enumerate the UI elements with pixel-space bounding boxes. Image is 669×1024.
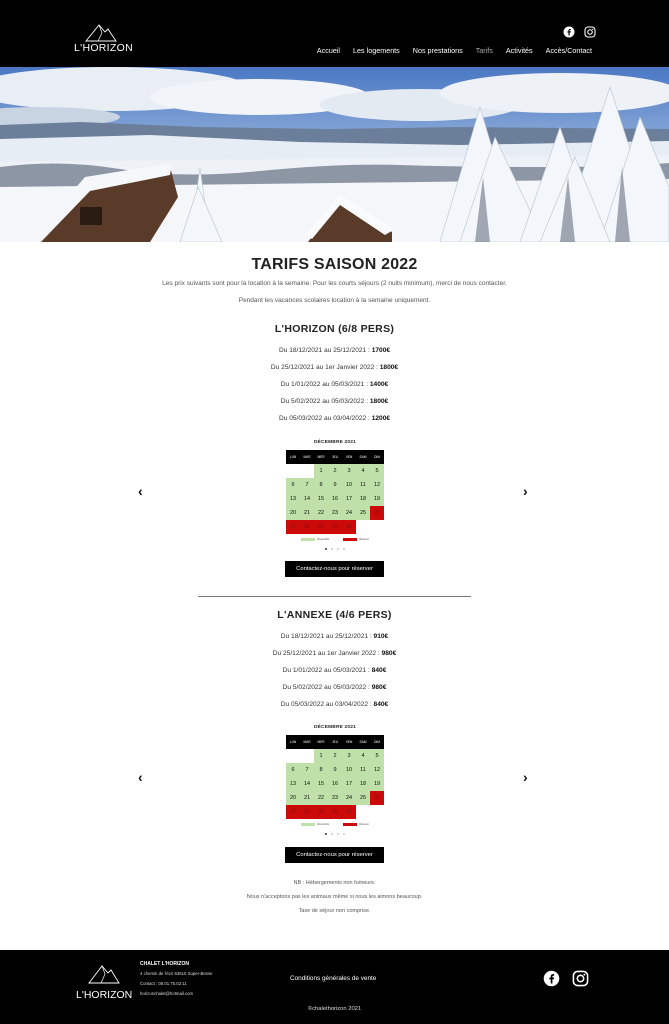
intro-weekly: Pendant les vacances scolaires location à la semaine uniquement. [238, 297, 431, 304]
contact-reserve-button[interactable]: Contactez-nous pour réserver [285, 561, 384, 577]
cgv-link[interactable]: Conditions générales de vente [290, 975, 377, 982]
legend-available: Disponible [317, 823, 330, 826]
footer-address: 4 chemin de l'écir 63610 Super-Besse [140, 971, 213, 976]
mountain-logo-icon [87, 962, 121, 984]
calendar-day[interactable]: 25 [356, 791, 370, 805]
calendar-day[interactable]: 19 [370, 492, 384, 506]
calendar-day[interactable]: 7 [300, 478, 314, 492]
carousel-dot[interactable] [325, 548, 327, 550]
calendar-day[interactable]: 13 [286, 777, 300, 791]
footer-email[interactable]: horizonchalet@hotmail.com [140, 991, 194, 996]
price-line: Du 25/12/2021 au 1er Janvier 2022 : 1800€ [270, 364, 399, 371]
copyright: ©chalethorizon 2021 [307, 1006, 362, 1012]
nav-activites[interactable]: Activités [505, 46, 533, 55]
site-footer [0, 950, 669, 1024]
calendar-days [286, 464, 384, 534]
calendar-day[interactable]: 15 [314, 492, 328, 506]
weekday: DIM [374, 740, 380, 744]
main-nav [304, 46, 592, 55]
footer-logo-text: L'HORIZON [76, 989, 133, 1001]
calendar-day[interactable]: 1 [314, 464, 328, 478]
calendar-legend [286, 822, 384, 827]
facebook-icon[interactable] [563, 25, 575, 37]
weekday: MAR [303, 455, 311, 459]
calendar-day[interactable]: 17 [342, 492, 356, 506]
calendar-day[interactable]: 18 [356, 492, 370, 506]
logo-text: L'HORIZON [74, 42, 133, 54]
calendar-day[interactable]: 5 [370, 464, 384, 478]
availability-calendar [286, 725, 384, 835]
calendar-day[interactable]: 27 [286, 520, 300, 534]
price-line: Du 1/01/2022 au 05/03/2021 : 1400€ [280, 381, 389, 388]
price-line: Du 18/12/2021 au 25/12/2021 : 1700€ [278, 347, 391, 354]
weekday: MER [317, 455, 325, 459]
calendar-day[interactable]: 15 [314, 777, 328, 791]
carousel-prev-arrow[interactable]: ‹ [138, 483, 143, 499]
calendar-day[interactable]: 29 [314, 805, 328, 819]
calendar-day[interactable]: 16 [328, 777, 342, 791]
availability-calendar [286, 440, 384, 550]
nav-prestations[interactable]: Nos prestations [412, 46, 463, 55]
legend-available: Disponible [317, 538, 330, 541]
calendar-day[interactable]: 22 [314, 791, 328, 805]
calendar-day[interactable]: 24 [342, 791, 356, 805]
calendar-day[interactable]: 14 [300, 492, 314, 506]
section-title-annexe: L'ANNEXE (4/6 PERS) [277, 609, 392, 621]
calendar-day[interactable]: 31 [342, 520, 356, 534]
nav-tarifs[interactable]: Tarifs [475, 46, 493, 55]
calendar-day[interactable]: 19 [370, 777, 384, 791]
footer-phone: Contact : 06.01.75.02.11 [140, 981, 187, 986]
calendar-weekdays [286, 450, 384, 464]
price-line: Du 1/01/2022 au 05/03/2021 : 840€ [282, 667, 387, 674]
calendar-day[interactable]: 16 [328, 492, 342, 506]
header-social [563, 25, 596, 37]
section-divider [198, 596, 471, 597]
calendar-day[interactable]: 31 [342, 805, 356, 819]
footer-contact-info [140, 959, 212, 999]
carousel-dot[interactable] [325, 833, 327, 835]
calendar-day[interactable]: 22 [314, 506, 328, 520]
calendar-day[interactable]: 17 [342, 777, 356, 791]
weekday: JEU [331, 740, 339, 744]
calendar-day[interactable]: 30 [328, 520, 342, 534]
calendar-day[interactable]: 3 [342, 749, 356, 763]
calendar-day[interactable]: 4 [356, 749, 370, 763]
price-line: Du 18/12/2021 au 25/12/2021 : 910€ [280, 633, 389, 640]
weekday: MAR [303, 740, 311, 744]
weekday: LUN [289, 740, 297, 744]
price-line: Du 5/02/2022 au 05/03/2022 : 980€ [282, 684, 387, 691]
calendar-day[interactable]: 7 [300, 763, 314, 777]
calendar-day[interactable]: 10 [342, 763, 356, 777]
calendar-month: DÉCEMBRE 2021 [313, 440, 357, 445]
carousel-dot[interactable] [337, 833, 339, 835]
calendar-day[interactable]: 8 [314, 763, 328, 777]
page-title: TARIFS SAISON 2022 [251, 256, 418, 273]
legend-reserved: Réservé [359, 823, 369, 826]
calendar-weekdays [286, 735, 384, 749]
calendar-day[interactable]: 10 [342, 478, 356, 492]
calendar-day[interactable]: 30 [328, 805, 342, 819]
weekday: LUN [289, 455, 297, 459]
carousel-dots [286, 833, 384, 835]
site-header [0, 0, 669, 67]
carousel-dot[interactable] [331, 548, 333, 550]
contact-reserve-button[interactable]: Contactez-nous pour réserver [285, 847, 384, 863]
calendar-legend [286, 537, 384, 542]
calendar-day[interactable]: 11 [356, 763, 370, 777]
calendar-day[interactable]: 20 [286, 506, 300, 520]
footer-name: CHALET L'HORIZON [140, 961, 189, 967]
calendar-day[interactable]: 9 [328, 478, 342, 492]
calendar-day[interactable]: 20 [286, 791, 300, 805]
calendar-day[interactable]: 29 [314, 520, 328, 534]
carousel-dot[interactable] [343, 833, 345, 835]
footer-logo[interactable] [76, 962, 132, 1001]
carousel-next-arrow[interactable]: › [523, 483, 528, 499]
nav-logements[interactable]: Les logements [353, 46, 400, 55]
calendar-day[interactable]: 21 [300, 791, 314, 805]
calendar-month: DÉCEMBRE 2021 [313, 725, 357, 730]
note-no-pets: Nous n'acceptons pas les animaux même si nous les aimons beaucoup. [246, 894, 423, 900]
note-tax: Taxe de séjour non comprise. [298, 908, 371, 914]
weekday: JEU [331, 455, 339, 459]
carousel-dots [286, 548, 384, 550]
calendar-day[interactable]: 3 [342, 464, 356, 478]
site-logo[interactable] [74, 22, 133, 58]
instagram-icon[interactable] [572, 970, 589, 992]
weekday: VEN [345, 740, 353, 744]
calendar-day[interactable]: 24 [342, 506, 356, 520]
calendar-day[interactable]: 6 [286, 478, 300, 492]
mountain-logo-icon [84, 22, 118, 42]
calendar-day[interactable]: 2 [328, 749, 342, 763]
calendar-day[interactable]: 5 [370, 749, 384, 763]
price-line: Du 05/03/2022 au 03/04/2022 : 1200€ [278, 415, 391, 422]
calendar-day[interactable]: 4 [356, 464, 370, 478]
calendar-day[interactable]: 18 [356, 777, 370, 791]
price-line: Du 5/02/2022 au 05/03/2022 : 1800€ [280, 398, 389, 405]
intro-text: Les prix suivants sont pour la location à la semaine. Pour les courts séjours (2 nuits minimum), merci de nous contacter. [162, 280, 507, 287]
calendar-day[interactable]: 21 [300, 506, 314, 520]
calendar-day[interactable]: 14 [300, 777, 314, 791]
weekday: MER [317, 740, 325, 744]
calendar-day[interactable]: 26 [370, 506, 384, 520]
weekday: VEN [345, 455, 353, 459]
calendar-day[interactable]: 2 [328, 464, 342, 478]
calendar-day[interactable]: 25 [356, 506, 370, 520]
section-title-horizon: L'HORIZON (6/8 PERS) [274, 323, 395, 335]
calendar-day[interactable]: 13 [286, 492, 300, 506]
weekday: DIM [374, 455, 380, 459]
calendar-day[interactable]: 26 [370, 791, 384, 805]
calendar-day[interactable]: 28 [300, 805, 314, 819]
legend-reserved: Réservé [359, 538, 369, 541]
nav-accueil[interactable]: Accueil [316, 46, 341, 55]
calendar-day[interactable]: 23 [328, 506, 342, 520]
facebook-icon[interactable] [543, 970, 560, 992]
hero-image [0, 67, 669, 242]
calendar-day[interactable]: 11 [356, 478, 370, 492]
instagram-icon[interactable] [584, 25, 596, 37]
weekday: SAM [359, 740, 367, 744]
calendar-day[interactable]: 27 [286, 805, 300, 819]
nav-acces-contact[interactable]: Accès/Contact [545, 46, 592, 55]
calendar-day[interactable]: 23 [328, 791, 342, 805]
price-line: Du 05/03/2022 au 03/04/2022 : 840€ [280, 701, 389, 708]
carousel-dot[interactable] [337, 548, 339, 550]
calendar-day[interactable]: 6 [286, 763, 300, 777]
footer-social [543, 970, 589, 992]
calendar-days [286, 749, 384, 819]
carousel-dot[interactable] [331, 833, 333, 835]
price-line: Du 25/12/2021 au 1er Janvier 2022 : 980€ [272, 650, 397, 657]
carousel-prev-arrow[interactable]: ‹ [138, 769, 143, 785]
calendar-day[interactable]: 28 [300, 520, 314, 534]
calendar-day[interactable]: 1 [314, 749, 328, 763]
calendar-day[interactable]: 12 [370, 478, 384, 492]
weekday: SAM [359, 455, 367, 459]
carousel-dot[interactable] [343, 548, 345, 550]
calendar-day[interactable]: 9 [328, 763, 342, 777]
carousel-next-arrow[interactable]: › [523, 769, 528, 785]
calendar-day[interactable]: 12 [370, 763, 384, 777]
calendar-day[interactable]: 8 [314, 478, 328, 492]
note-non-smoking: NB : Hébergements non fumeurs. [293, 880, 376, 886]
